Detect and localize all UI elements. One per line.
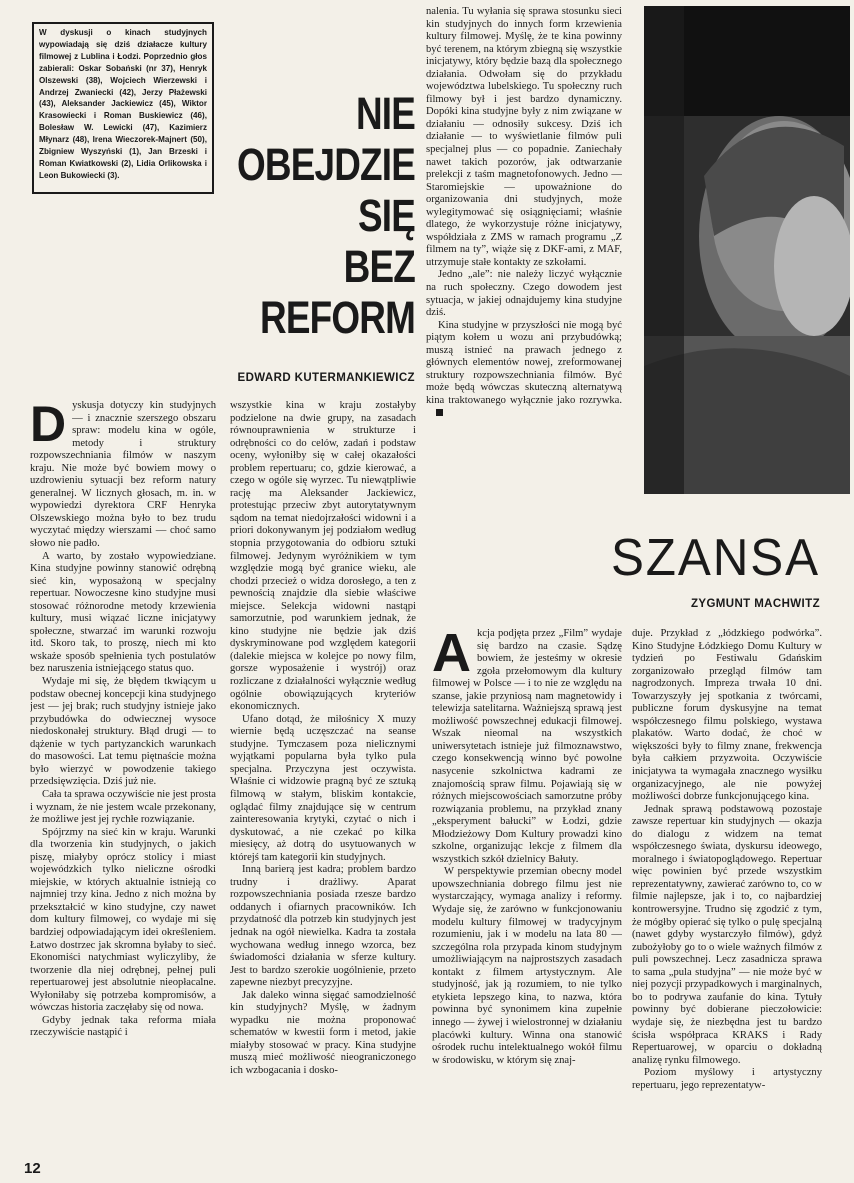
paragraph: duje. Przykład z „łódzkiego podwórka”. Kino Studyjne Łódzkiego Domu Kultury w tydzień po Festiwalu Gdańskim zorganizowało przegląd filmów tam nagrodzonych. Impreza trwała 10 dni. Towarzyszyły jej spotkania z twórcami, publiczne forum dyskusyjne na temat współczesnego filmu polskiego, wystawa plakatów. Warto dodać, że choć w większości były to filmy znane, frekwencja była całkiem przyzwoita. Oczywiście inicjatywa ta wymagała znacznego wysiłku organizacyjnego, ale nie powyżej możliwości dobrze funkcjonującego kina. bbox=[632, 628, 822, 803]
article-title bbox=[198, 88, 415, 343]
portrait-photo bbox=[644, 6, 850, 494]
paragraph: W perspektywie przemian obecny model upowszechniania dobrego filmu jest nie wystarczający, wymaga analizy i reformy. Wydaje się, że zarówno w funkcjonowaniu modelu kultury filmowej w tradycyjnym rozumieniu, jak i w modelu na lata 80 — szczególna rola przypada kinom studyjnym umożliwiającym na najprostszych zasadach kontakt z filmem artystycznym. Ale studyjność, jak ją rozumiem, to nie tylko etykieta lepszego kina, to nazwa, która powinna być synonimem kina zupełnie innego — żywej i wielostronnej w działaniu placówki kultury. Winna ona stanowić ośrodek ruchu intelektualnego wokół filmu w środowisku, w którym się znaj- bbox=[432, 866, 622, 1066]
drop-cap: D bbox=[30, 400, 67, 452]
end-mark-icon bbox=[436, 409, 443, 416]
article1-column-2 bbox=[230, 400, 416, 1160]
paragraph: Ufano dotąd, że miłośnicy X muzy wiernie będą uczęszczać na seanse studyjne. Tymczasem poza nielicznymi wyjątkami popularna była tylko pula specjalna. Przyczyna jest oczywista. Właśnie ci widzowie pragną być ze sztuką filmową w stałym, bliskim kontakcie, oglądać filmy znajdujące się w centrum zainteresowania krytyki, czytać o nich i dyskutować, a nie czekać po kilka miesięcy, aż dotrą do usytuowanych w którejś tam kategorii kin studyjnych. bbox=[230, 713, 416, 863]
paragraph: Wydaje mi się, że błędem tkwiącym u podstaw obecnej koncepcji kina studyjnego jest — jej brak; ruch studyjny istnieje jako przybudówka do odwiecznej wysoce niedoskonałej struktury. Błąd drugi — to dążenie w tych partyzanckich warunkach do masowości. Lat temu piętnaście można było wierzyć w powodzenie takiego przedsięwzięcia. Dziś już nie. bbox=[30, 676, 216, 788]
paragraph: Kina studyjne w przyszłości nie mogą być piątym kołem u wozu ani przybudówką; muszą istnieć na prawach jednego z głównych elementów nowej, zreformowanej struktury rozpowszechniania filmów. Być może będą wówczas skuteczną alternatywą kina traktowanego wyłącznie jako rozrywka. bbox=[426, 319, 622, 406]
drop-cap: A bbox=[432, 628, 471, 683]
paragraph: Cała ta sprawa oczywiście nie jest prosta i wyznam, że nie jestem wcale przekonany, że możliwe jest jej rychłe rozwiązanie. bbox=[30, 788, 216, 826]
paragraph: Jednak sprawą podstawową pozostaje zawsze repertuar kin studyjnych — okazja do dialogu z widzem na temat współczesnego świata, dyskursu ideowego, moralnego i światopoglądowego. Repertuar więc powinien być przede wszystkim reprezentatywny, zawierać zarówno to, co w filmie najlepsze, jak i to, co najbardziej kontrowersyjne. Trudno się zgodzić z tym, że mógłby opierać się tylko o pulę specjalną (nawet gdyby wystarczyło filmów), gdyż zubożyłoby go to o wiele ważnych filmów z puli powszechnej. Lecz zasadnicza sprawa to sama „pula studyjna” — nie może być w niej pozycji przypadkowych i marginalnych, bo to podrywa zaufanie do kina. Tytuły powinny być dobierane pieczołowicie: wydaje się, że niezbędna jest tu bardzo ścisła współpraca KRAKS i Rady Repertuarowej, w oparciu o dokładną analizę rynku filmowego. bbox=[632, 803, 822, 1066]
article2-author: ZYGMUNT MACHWITZ bbox=[690, 598, 820, 610]
paragraph: wszystkie kina w kraju zostałyby podzielone na dwie grupy, na zasadach równouprawnienia w strukturze i odrębności co do celów, zadań i podstaw oceny, wyłoniłby się w całej okazałości problem repertuaru; co, gdzie kierować, a czego w ogóle się wyrzec. Tu niewątpliwie rację ma Aleksander Jackiewicz, protestując przeciw zbyt autorytatywnym sądom na temat niedojrzałości widowni i a priori dokonywanym jej podziałom według stopnia przygotowania do odbioru sztuki filmowej. Jedynym wyróżnikiem w tym względzie mogą być granice wieku, ale chodzi przecież o widza dorosłego, a ten z pewnością znajdzie dla siebie właściwe miejsce. Selekcja widowni nastąpi samorzutnie, pod warunkiem jednak, że kino studyjne nie będzie jak dziś dyskryminowane pod względem kategorii (dalekie miejsca w kolejce po nowy film, gorsze wyposażenie i wystrój) oraz rozliczane z działalności wyłącznie według ogólnie obowiązujących kryteriów ekonomicznych. bbox=[230, 400, 416, 713]
article-author: EDWARD KUTERMANKIEWICZ bbox=[237, 372, 415, 384]
paragraph: Jedno „ale”: nie należy liczyć wyłącznie na ruch społeczny. Czego dowodem jest sytuacja, w jakiej odnajdujemy kina studyjne dziś. bbox=[426, 269, 622, 319]
title-line: BEZ REFORM bbox=[260, 241, 415, 343]
paragraph: Gdyby jednak taka reforma miała rzeczywiście nastąpić i bbox=[30, 1014, 216, 1039]
paragraph: nalenia. Tu wyłania się sprawa stosunku sieci kin studyjnych do innych form krzewienia kultury filmowej. Myślę, że te kina powinny być terenem, na którym zbiegną się wszystkie inicjatywy, który będzie bazą dla społecznego działania. Odwołam się do przykładu województwa lubelskiego. Tu społeczny ruch filmowy był i jest bardzo dynamiczny. Dopóki kina studyjne były z nim związane w działaniu — odnosiły sukcesy. Dziś ich działanie — to wyświetlanie filmów puli specjalnej plus — co popadnie. Zaniechały nawet takich pozorów, jak odtwarzanie prelekcji z taśm magnetofonowych. Jedno — Staromiejskie — upoważnione do organizowania dni studyjnych, może wylegitymować się osiągnięciami; właśnie dlatego, że wykorzystuje różne inicjatywy, współdziała z ZMS w ramach programu „Z filmem na ty”, wiąże się z DKF-ami, z MAF, utrzymuje stałe kontakty ze szkołami. bbox=[426, 6, 622, 268]
contributors-box: W dyskusji o kinach studyjnych wypowiadają się dziś działacze kultury filmowej z Lublina i Łodzi. Poprzednio głos zabierali: Oskar Sobański (nr 37), Henryk Olszewski (38), Wojciech Wierzewski i Andrzej Zwaniecki (42), Jerzy Płażewski (43), Aleksander Jackiewicz (45), Wiktor Krasowiecki i Roman Buskiewicz (46), Bolesław W. Lewicki (47), Kazimierz Młynarz (48), Irena Wieczorek-Majnert (50), Zbigniew Wyszyński (1), Jan Brzeski i Roman Kwiatkowski (2), Lidia Orlikowska i Leon Bukowiecki (3). bbox=[32, 22, 214, 194]
paragraph: Jak daleko winna sięgać samodzielność kin studyjnych? Myślę, w żadnym wypadku nie można proponować schematów w kwestii form i metod, jakie miałyby stosować w pracy. Kina studyjne muszą mieć możliwość nieograniczonego ich wzbogacania i dosko- bbox=[230, 989, 416, 1076]
article2-title: SZANSA bbox=[610, 529, 820, 587]
paragraph: A warto, by zostało wypowiedziane. Kina studyjne powinny stanowić odrębną sieć kin, wyposażoną w specjalny repertuar. Nowoczesne kino studyjne musi stosować różnorodne metody krzewienia kultury, musi wiązać liczne inicjatywy społeczne, stwarzać im warunki rozwoju itd. Skoro tak, to proszę, niech mi kto wskaże sposób spełnienia tych postulatów bez naruszenia istniejącego status quo. bbox=[30, 550, 216, 675]
article2-column-1 bbox=[432, 628, 622, 1158]
article1-column-1 bbox=[30, 400, 216, 1160]
page-number: 12 bbox=[24, 1160, 41, 1177]
title-line: NIE bbox=[355, 88, 415, 139]
paragraph: Poziom myślowy i artystyczny repertuaru, jego reprezentatyw- bbox=[632, 1067, 822, 1091]
title-line: SIĘ bbox=[357, 190, 415, 241]
title-line: OBEJDZIE bbox=[237, 139, 415, 190]
paragraph: yskusja dotyczy kin studyjnych — i znacznie szerszego obszaru spraw: modelu kina w ogóle, metody i struktury rozpowszechniania filmów w naszym kraju. Nie może być bowiem mowy o uzdrowieniu sytuacji bez reform natury generalnej. W licznych głosach, m. in. w wypowiedzi dyrektora CRF Henryka Olszewskiego można było to bez trudu wyczytać między wierszami — choć samo słowo nie padło. bbox=[30, 400, 216, 550]
paragraph: kcja podjęta przez „Film” wydaje się bardzo na czasie. Sądzę bowiem, że jesteśmy w okresie zgoła przełomowym dla kultury filmowej w Polsce — i to nie ze względu na szanse, jakie przyniosą nam magnetowidy i telewizja satelitarna. Ważniejszą sprawą jest możliwość powszechnej edukacji filmowej. Wszak nieomal na wszystkich uniwersytetach istnieje już filmoznawstwo, czego konsekwencją winno być powolne nasycenie szkolnictwa kadrami ze znajomością spraw filmu. Pojawiają się w różnych miejscowościach samorzutne próby rozwiązania problemu, na przykład znany „eksperyment bałucki” w Łodzi, gdzie Młodzieżowy Dom Kultury prowadzi kino szkolne, organizując lekcje z filmem dla wszystkich szkół dzielnicy Bałuty. bbox=[432, 628, 622, 865]
article1-column-3 bbox=[426, 6, 622, 518]
portrait-photo-icon bbox=[644, 6, 850, 494]
paragraph: Inną barierą jest kadra; problem bardzo trudny i drażliwy. Aparat rozpowszechniania posiada rzesze bardzo oddanych i ofiarnych pracowników. Ich przydatność dla potrzeb kin studyjnych jest jednak na ogół niewielka. Kadra ta została wychowana według innego wzorca, bez świadomości działania w sferze kultury. Jest to bardzo szerokie uogólnienie, przeto zapewne niezbyt precyzyjne. bbox=[230, 864, 416, 989]
paragraph: Spójrzmy na sieć kin w kraju. Warunki dla tworzenia kin studyjnych, o jakich piszę, miałyby oprócz stolicy i miast wojewódzkich tylko nieliczne ośrodki miejskie, w których aktualnie istnieją co najmniej trzy kina. Jedno z nich można by przekształcić w kino studyjne, czy nawet dom kultury filmowej, co wydaje mi się bardziej odpowiadającym idei określeniem. Łatwo dostrzec jak skromna byłaby to sieć. Ekonomiści natychmiast wyliczyliby, że tworzenie dla niej odrębnej, pełnej puli repertuarowej jest absolutnie nieopłacalne. Wyłoniłaby się potrzeba kompromisów, a wówczas historia zaczęłaby się od nowa. bbox=[30, 826, 216, 1014]
article2-column-2 bbox=[632, 628, 822, 1158]
